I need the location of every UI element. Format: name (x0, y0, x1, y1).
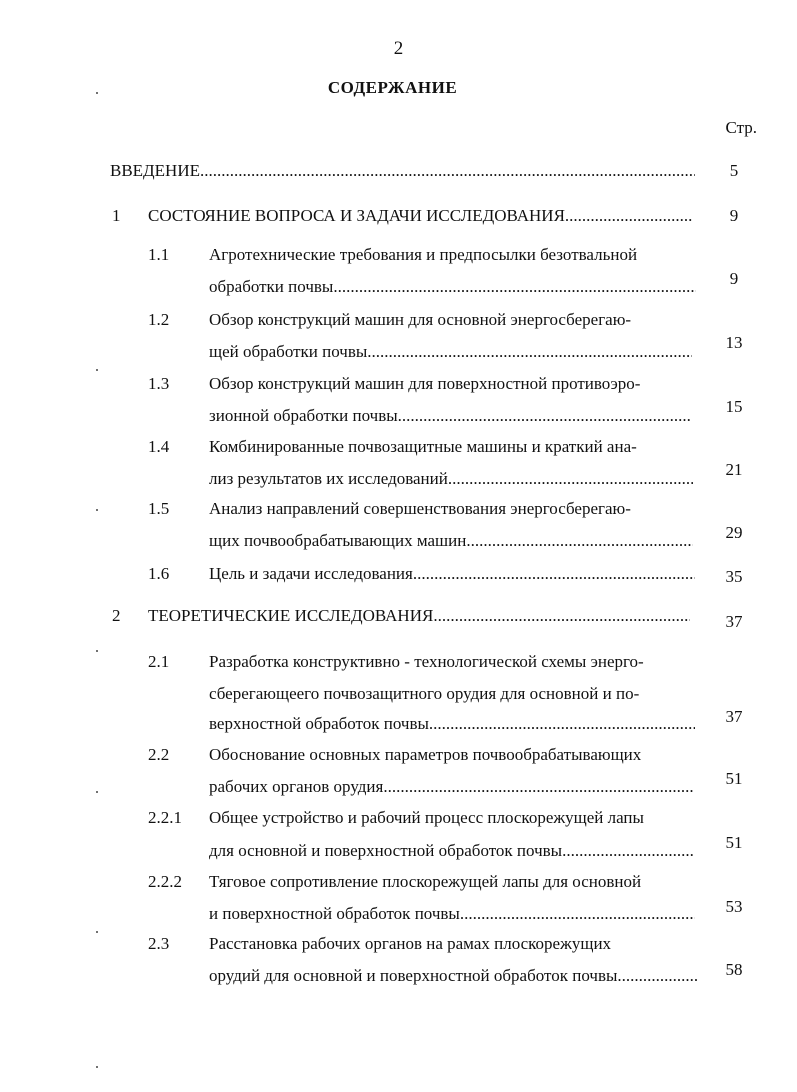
toc-page-number: 37 (725, 612, 743, 631)
toc-entry-title-line: Обзор конструкций машин для поверхностной противоэро- (209, 374, 641, 393)
toc-chapter-number: 2 (112, 606, 121, 625)
toc-section-number: 1.2 (148, 310, 170, 329)
toc-section-number: 1.4 (148, 437, 170, 456)
dot-leader (367, 342, 692, 362)
toc-entry-title-line: Обоснование основных параметров почвообрабатывающих (209, 745, 642, 764)
toc-entry-title-line: Комбинированные почвозащитные машины и краткий ана- (209, 437, 637, 456)
toc-section-number: 1.5 (148, 499, 170, 518)
scan-artifact-dot (96, 369, 98, 371)
toc-entry-title-line: лиз результатов их исследований ..... (209, 469, 693, 489)
toc-page-number: 53 (725, 897, 743, 916)
toc-entry-title-line: Агротехнические требования и предпосылки безотвальной (209, 245, 638, 264)
scan-artifact-dot (96, 650, 98, 652)
page-number: 2 (393, 38, 404, 59)
scan-artifact-dot (96, 791, 98, 793)
toc-page-number: 15 (725, 397, 743, 416)
dot-leader (562, 841, 695, 861)
scan-artifact-dot (96, 1066, 98, 1068)
dot-leader (448, 469, 693, 489)
toc-section-number: 1.1 (148, 245, 170, 264)
dot-leader (429, 714, 695, 734)
dot-leader (200, 161, 695, 181)
toc-entry-title-line: Анализ направлений совершенствования энергосберегаю- (209, 499, 631, 518)
toc-page-number: 13 (725, 333, 743, 352)
toc-page-number: 58 (725, 960, 743, 979)
toc-section-number: 1.3 (148, 374, 170, 393)
dot-leader (398, 406, 690, 426)
toc-page-number: 29 (725, 523, 743, 542)
toc-entry-title-line: Обзор конструкций машин для основной энергосберегаю- (209, 310, 632, 329)
dot-leader (333, 277, 696, 297)
dot-leader (433, 606, 690, 626)
toc-entry-title-line: рабочих органов орудия ..... (209, 777, 693, 797)
toc-entry-title-line: Разработка конструктивно - технологической схемы энерго- (209, 652, 644, 671)
toc-entry-title-line: верхностной обработок почвы ..... (209, 714, 695, 734)
toc-entry-title-line: обработки почвы ..... (209, 277, 696, 297)
dot-leader (466, 531, 693, 551)
toc-page-number: 5 (729, 161, 739, 180)
dot-leader (565, 206, 693, 226)
scan-artifact-dot (96, 931, 98, 933)
toc-page-number: 51 (725, 833, 743, 852)
toc-section-number: 2.2.2 (148, 872, 182, 891)
toc-page-number: 51 (725, 769, 743, 788)
dot-leader (383, 777, 693, 797)
toc-entry-title-line: ТЕОРЕТИЧЕСКИЕ ИССЛЕДОВАНИЯ ..... (148, 606, 690, 626)
toc-entry-title-line: Тяговое сопротивление плоскорежущей лапы для основной (209, 872, 642, 891)
toc-entry-title-line: СОСТОЯНИЕ ВОПРОСА И ЗАДАЧИ ИССЛЕДОВАНИЯ ..... (148, 206, 693, 226)
toc-entry-title-line: Расстановка рабочих органов на рамах плоскорежущих (209, 934, 612, 953)
toc-entry-title-line: щих почвообрабатывающих машин ..... (209, 531, 693, 551)
toc-entry-title-line: зионной обработки почвы ..... (209, 406, 690, 426)
dot-leader (617, 966, 697, 986)
toc-entry-title-line: орудий для основной и поверхностной обработок почвы ..... (209, 966, 697, 986)
toc-section-number: 2.2 (148, 745, 170, 764)
toc-page-number: 9 (729, 269, 739, 288)
toc-entry-title-line: для основной и поверхностной обработок почвы ..... (209, 841, 695, 861)
toc-entry-title-line: Цель и задачи исследования ..... (209, 564, 695, 584)
toc-section-number: 1.6 (148, 564, 170, 583)
dot-leader (413, 564, 695, 584)
toc-entry-title-line: щей обработки почвы ..... (209, 342, 692, 362)
toc-entry-title-line: Общее устройство и рабочий процесс плоскорежущей лапы (209, 808, 644, 827)
toc-page-number: 35 (725, 567, 743, 586)
toc-entry-title-line: и поверхностной обработок почвы ..... (209, 904, 695, 924)
toc-section-number: 2.3 (148, 934, 170, 953)
toc-page-number: 9 (729, 206, 739, 225)
scan-artifact-dot (96, 509, 98, 511)
toc-chapter-number: 1 (112, 206, 121, 225)
toc-entry-title-line: ВВЕДЕНИЕ ..... (110, 161, 695, 181)
page-column-header: Стр. (725, 118, 757, 137)
toc-section-number: 2.1 (148, 652, 170, 671)
toc-section-number: 2.2.1 (148, 808, 182, 827)
toc-entry-title-line: сберегающеего почвозащитного орудия для основной и по- (209, 684, 640, 703)
scan-artifact-dot (96, 92, 98, 94)
dot-leader (460, 904, 695, 924)
page-title: СОДЕРЖАНИЕ (327, 78, 458, 97)
toc-page-number: 21 (725, 460, 743, 479)
toc-page-number: 37 (725, 707, 743, 726)
